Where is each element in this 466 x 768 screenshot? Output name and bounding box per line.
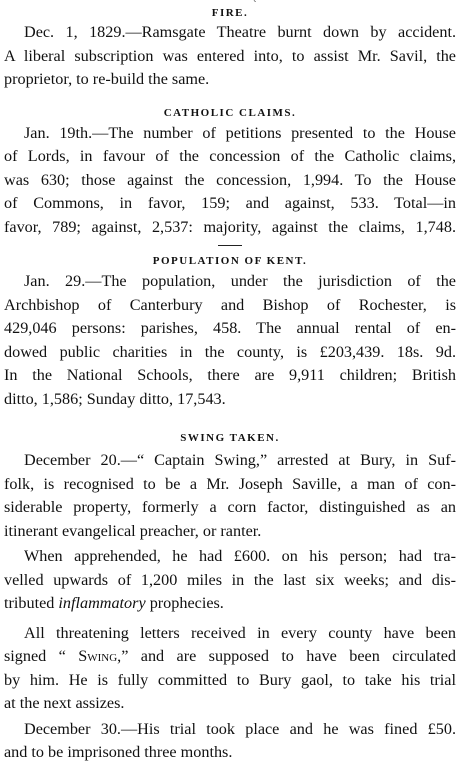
text-line: at the next assizes. <box>4 694 125 712</box>
swing-paragraph-1 <box>4 449 456 543</box>
text-line: dowed public charities in the county, is £203,439. 18s. 9d. <box>4 342 456 361</box>
text-line: and to be imprisoned three months. <box>4 743 233 761</box>
swing-paragraph-4 <box>4 718 456 765</box>
text-line: December 20.—“ Captain Swing,” arrested at Bury, in Suf- <box>24 451 456 469</box>
text-line <box>4 592 456 616</box>
text-line: was 630; those against the concession, 1,994. To the House <box>4 170 456 189</box>
text-line: 429,046 persons: parishes, 458. The annual rental of en- <box>4 319 456 337</box>
heading-population-of-kent: POPULATION OF KENT. <box>152 255 308 267</box>
text-line: favor, 789; against, 2,537: majority, against the claims, 1,748. <box>4 217 456 236</box>
heading-catholic-claims: CATHOLIC CLAIMS. <box>163 106 297 119</box>
text-line: Archbishop of Canterbury and Bishop of Rochester, is <box>4 295 456 314</box>
text-line: of Lords, in favour of the concession of the Catholic claims, <box>4 147 456 165</box>
heading-fire: FIRE. <box>211 7 249 19</box>
heading-swing-taken: SWING TAKEN. <box>180 432 280 444</box>
text-line: siderable property, formerly a corn factor, distinguished as an <box>4 498 456 516</box>
text-line: of Commons, in favor, 159; and against, 533. Total—in <box>4 194 456 212</box>
text-line: When apprehended, he had £600. on his person; had tra- <box>24 547 456 565</box>
text-fragment: prophecies. <box>145 594 224 612</box>
text-line: Jan. 19th.—The number of petitions presented to the House <box>24 123 456 142</box>
population-paragraph <box>4 270 456 411</box>
text-line: ditto, 1,586; Sunday ditto, 17,543. <box>4 389 226 408</box>
text-line: Dec. 1, 1829.—Ramsgate Theatre burnt down by accident. <box>24 23 456 41</box>
text-fragment: signed “ <box>4 647 79 665</box>
fire-paragraph <box>4 21 456 92</box>
swing-paragraph-2 <box>4 545 456 616</box>
text-line: velled upwards of 1,200 miles in the last six weeks; and dis- <box>4 570 456 589</box>
text-line: by him. He is fully committed to Bury gaol, to take his trial <box>4 670 456 689</box>
page-mark: ` <box>253 0 257 11</box>
small-caps-text: Swing <box>78 647 118 665</box>
text-fragment: tributed <box>4 594 59 612</box>
text-line: A liberal subscription was entered into, to assist Mr. Savil, the <box>4 46 456 65</box>
text-line: folk, is recognised to be a Mr. Joseph Saville, a man of con- <box>4 474 456 493</box>
text-line: December 30.—His trial took place and he was fined £50. <box>24 719 456 738</box>
swing-paragraph-3 <box>4 622 456 716</box>
catholic-paragraph <box>4 122 456 240</box>
emphasis-text: inflammatory <box>58 594 146 612</box>
text-line: itinerant evangelical preacher, or ranter. <box>4 521 262 540</box>
text-line: proprietor, to re-build the same. <box>4 70 210 88</box>
text-fragment: ,” and are supposed to have been circulated <box>117 647 456 665</box>
text-line: All threatening letters received in every county have been <box>24 623 456 642</box>
text-line: In the National Schools, there are 9,911 children; British <box>4 366 456 384</box>
text-line: Jan. 29.—The population, under the jurisdiction of the <box>24 272 456 290</box>
text-line <box>4 645 456 669</box>
